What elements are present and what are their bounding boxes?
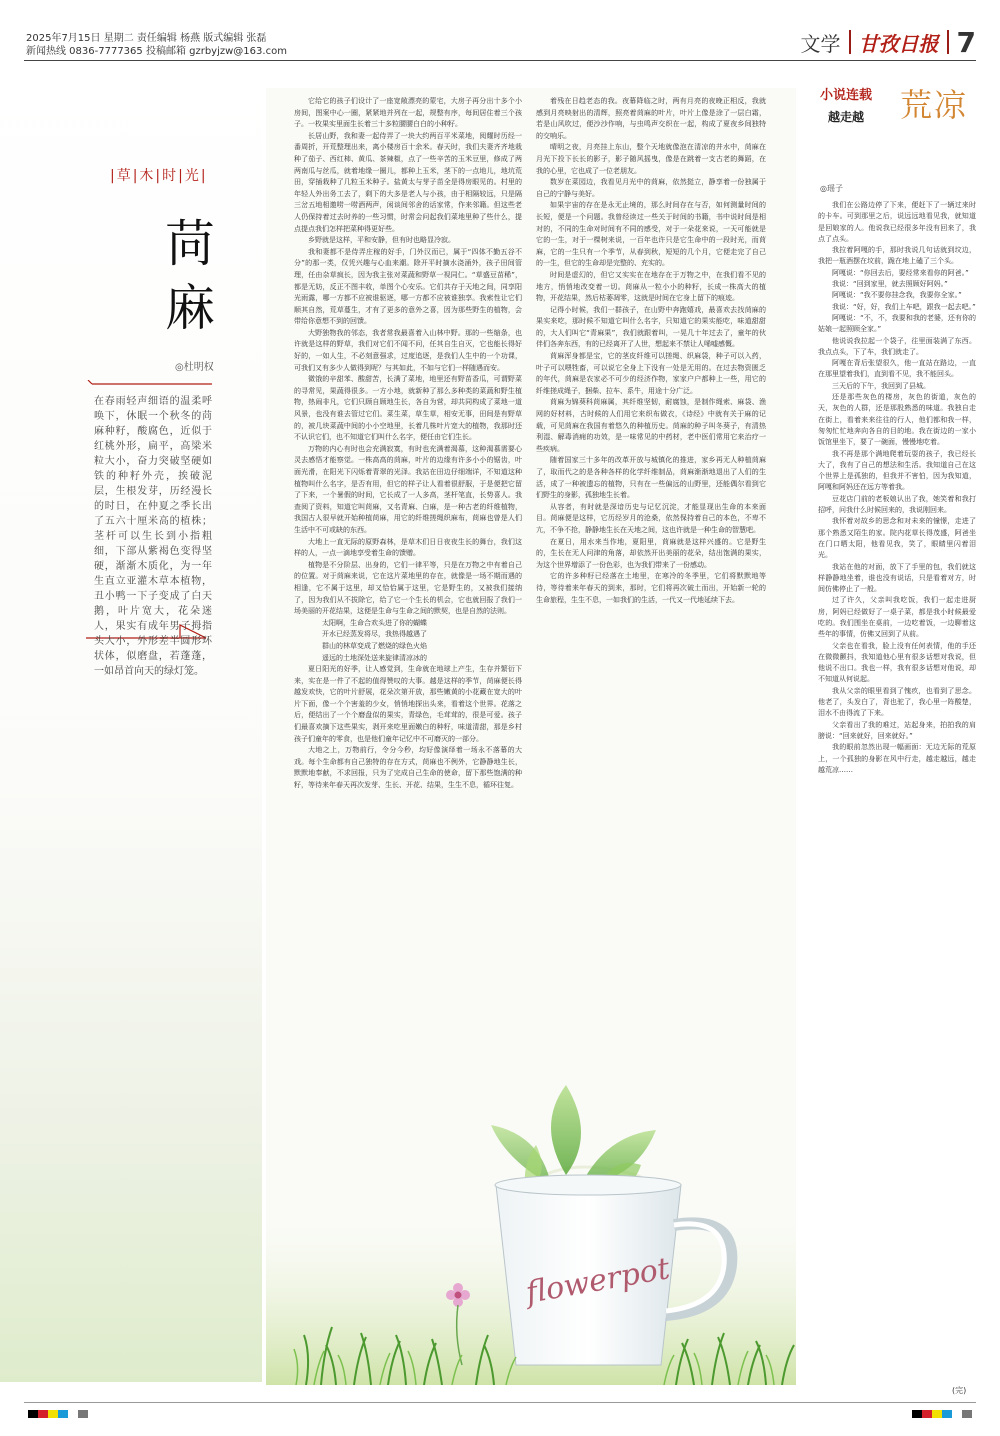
color-swatch bbox=[68, 1410, 78, 1418]
paragraph: 阿嘎说：“不，不，我要和我的老婆，还有你的姑娘一起照顾全家。” bbox=[818, 313, 976, 334]
page-number: 7 bbox=[956, 25, 976, 59]
color-swatch bbox=[942, 1410, 952, 1418]
paragraph: 微饿的辛甜苯、酸甜苦，长满了菜地，地里还有野苗香瓜，可谓野菜的寻常见，果蔬得很多。一方小地，就新种了那么多种类的菜蔬和野生植物，热闹非凡，它们只顾自顾地生长，各自为营，却共同构成了菜地一道风景，也没有谁去管过它们。菜生菜，草生草，相安无事，田间是有野草的，被几块菜蔬中间的小小空地里，长着几株叶片宽大的植物，我那时还不认识它们，也不知道它们叫什么名字，便任由它们生长。 bbox=[294, 375, 522, 442]
summary-text: 在春雨轻声细语的温柔呼唤下，休眠一个秋冬的苘麻种籽，酸腐色，近似于红桃外形，扁平，高梁米粒大小，奋力突破坚硬如铁的种籽外壳，挨破泥层，生根发芽，历经漫长的时日，在仲夏之季长出了五六十厘米高的植株；茎杆可以生长到小指粗细，下部从紫褐色变得坚硬，渐渐木质化，为一年生直立亚灌木草本植物，丑小鸭一下子变成了白天鹅，叶片宽大，花朵迷人，果实有成年男子拇指头大小，外形差半圆形环状体，似磨盘，若蓬蓬，一如昂首向天的绿灯笼。 bbox=[94, 396, 212, 677]
color-swatch bbox=[78, 1410, 88, 1418]
color-swatch bbox=[48, 1410, 58, 1418]
color-swatch bbox=[962, 1410, 972, 1418]
series-column bbox=[818, 200, 976, 1398]
paragraph: 我从父亲的眼里看到了愧疚，也看到了思念。他老了，头发白了，背也驼了，我心里一阵酸楚，泪水不由得流了下来。 bbox=[818, 686, 976, 718]
left-column-background bbox=[0, 62, 262, 1382]
article-column-b bbox=[536, 96, 766, 1068]
paragraph: 阿嘎说：“你回去后，要经常来看你的阿爸。” bbox=[832, 268, 969, 277]
paragraph: 乡野就是这样，平和安静，但有时也略显冷寂。 bbox=[308, 236, 455, 245]
essay-author: ◎杜明权 bbox=[175, 362, 214, 373]
verse-line: 群山的林草变成了燃烧的绿色火焰 bbox=[322, 641, 427, 650]
color-registration-bar-left bbox=[28, 1410, 88, 1418]
paragraph: 父亲也在看我，脸上没有任何表情，他的手还在微微颤抖，我知道他心里有很多话想对我说，但他说不出口。我也一样，我有很多话想对他说，却不知道从何说起。 bbox=[818, 641, 976, 684]
color-swatch bbox=[28, 1410, 38, 1418]
paragraph: 晴明之夜，月亮挂上东山，整个天地就像泡在清凉的井水中，苘麻在月光下投下长长的影子，影子随风摇曳，像是在跳着一支古老的舞蹈，在我的心里，它也成了一位老朋友。 bbox=[536, 143, 766, 175]
paragraph: 我的眼前忽然出现一幅画面：无边无际的荒原上，一个孤独的身影在风中行走，越走越远，越走越荒凉…… bbox=[818, 743, 976, 774]
masthead-divider bbox=[849, 30, 851, 54]
paragraph: 记得小时候，我们一群孩子，在山野中奔跑嬉戏，最喜欢去找苘麻的果实来吃，那时候不知道它叫什么名字，只知道它的果实能吃，味道甜甜的，大人们叫它“青麻果”，我们就跟着叫，一晃几十年过去了，童年的伙伴们各奔东西，有的已经离开了人世，想起来不禁让人唏嘘感慨。 bbox=[536, 305, 766, 349]
paragraph: 三天后的下午，我回到了县城。 bbox=[832, 381, 930, 390]
paragraph: 我站在他的对面，放下了手里的包，我们就这样静静地坐着，谁也没有说话，只是看着对方，时间仿佛停止了一般。 bbox=[818, 562, 976, 594]
paragraph: 阿嘎在背后张望很久，他一直站在路边，一直在那里望着我们，直到看不见，我不能回头。 bbox=[818, 359, 976, 379]
paragraph: 从容者，有时就是深谙历史与记忆沉淀，才能显现出生命的本来面目。苘麻便是这样，它历经岁月的沧桑，依然保持着自己的本色，不卑不亢，不争不抢，静静地生长在天地之间，这也许就是一种生命的智慧吧。 bbox=[536, 502, 766, 534]
color-swatch bbox=[58, 1410, 68, 1418]
column-name: |草|木|时|光| bbox=[110, 168, 208, 184]
paragraph: 我不再是那个满地爬着玩耍的孩子，我已经长大了，我有了自己的想法和生活。我知道自己在这个世界上是孤独的，但我并不害怕，因为我知道，阿嘎和阿妈还在远方等着我。 bbox=[818, 449, 976, 492]
paragraph: 大野独物我的邻态，我者常我最喜着入山林中野。那的一些缩条，也许就是这样的野草，我们对它们不闻不问，任其自生自灭，它也能长得好好的，一如人生，不必刻意强求，过度追逐，是我们人生中的一个功课，可我们又有多少人做得到呢？与其如此，不如与它们一样随遇而安。 bbox=[294, 328, 522, 372]
section-name: 文学 bbox=[800, 31, 841, 56]
paragraph: 着残在日趋老态的我。夜幕降临之时，两有月亮的夜晚正相反，我就感到月亮映射出的清辉，照亮着苘麻的叶片，叶片上像是涂了一层白霜，若是山风吹过，便沙沙作响，与虫鸣声交织在一起，构成了夏夜乡间独特的交响乐。 bbox=[536, 97, 766, 140]
paragraph: 夏日阳光的好季，让人感觉到，生命就在地球上产生，生存并繁衍下来，实在是一件了不起的值得赞叹的大事。越是这样的季节，苘麻便长得越发欢快，它的叶片舒展，花朵次第开放，那些嫩黄的小花藏在宽大的叶片下面，像一个个害羞的少女，悄悄地探出头来，看着这个世界。花落之后，便结出了一个个磨盘似的果实，青绿色，毛茸茸的，很是可爱。孩子们最喜欢摘下这些果实，剥开来吃里面嫩白的种籽，味道清甜，那是乡村孩子们童年的零食，也是他们童年记忆中不可磨灭的一部分。 bbox=[294, 665, 522, 743]
masthead-date-editors: 2025年7月15日 星期二 责任编辑 杨燕 版式编辑 张磊 bbox=[26, 33, 267, 44]
paragraph: 在夏日，用水来当作地，夏阳里，苘麻就是这样兴盛的。它是野生的，生长在无人问津的角落，却依然开出美丽的花朵，结出饱满的果实，为这个世界增添了一份色彩，也为我们带来了一份感动。 bbox=[536, 537, 766, 569]
masthead-right bbox=[801, 22, 976, 62]
paragraph: 苘麻浑身都是宝，它的茎皮纤维可以搓绳、织麻袋，种子可以入药，叶子可以喂牲畜，可以说它全身上下没有一处是无用的。在过去物资匮乏的年代，苘麻是农家必不可少的经济作物，家家户户都种上一些，用它的纤维搓成绳子，捆柴、拉车、系牛，用途十分广泛。 bbox=[536, 352, 766, 395]
article-column-a bbox=[294, 96, 522, 1108]
color-swatch bbox=[38, 1410, 48, 1418]
paragraph: 万物的内心有时也会充满寂寞，有时也充满着渴慕，这种渴慕需要心灵去感悟才能察觉。一株高高的苘麻，叶片的边缘有许多小小的锯齿，叶面光滑，在阳光下闪烁着青翠的光泽。我站在田边仔细端详，不知道这种植物叫什么名字，是否有用，但它的样子让人看着很舒服，于是便把它留了下来，一个暑假的时间，它长成了一人多高，茎杆笔直，长势喜人。我查阅了资料，知道它叫苘麻，又名青麻、白麻，是一种古老的纤维植物，我国古人很早就开始种植苘麻，用它的纤维搓绳织麻布，苘麻也曾是人们生活中不可或缺的东西。 bbox=[294, 444, 522, 534]
paragraph: 数岁在菜园边，我看见月光中的苘麻，依然挺立，静享着一份独属于自己的宁静与美好。 bbox=[536, 178, 766, 198]
masthead-rule bbox=[24, 60, 976, 61]
paragraph: 我们在公路边停了下来，便赶下了一辆过来时的卡车。可到那里之后，说远远地看见我，就知道是回娘家的人。他说我已经很多年没有回来了，我点了点头。 bbox=[818, 201, 976, 243]
color-swatch bbox=[952, 1410, 962, 1418]
essay-title-char: 麻 bbox=[165, 279, 215, 337]
masthead-divider bbox=[947, 30, 949, 54]
verse-line: 太阳啊，生命合欢头进了你的蝴蝶 bbox=[322, 618, 427, 627]
paragraph: 长居山野，我和妻一起侍弄了一块大约两百平米菜地，阅耀时历经一番周折，开荒整理出来，离小楼房百十余米。春天时，我们夫妻齐齐地栽种了茄子、西红柿、黄瓜、茶辣椒，点了一些辛苦的玉米豆里，修成了两两南瓜与丝瓜，就着地缘一圈儿，都种上玉米，茎下的一点地儿，地坑荒田，穿插栽种了几粒玉米种子。盐黄太与芽子苗全是得房眼见的。村里的年轻人外出务工去了，剩下的大多是老人与小孩，由于相隔较远，只是隔三岔五地相邀唠一唠酒两声，闲谈间邻舍的话家常，作来邻籍。但这些老人仍保持着过去时养的一些习惯，时常会问起我们菜地里种了些什么，提点提点我们怎样把菜种得更好些。 bbox=[294, 131, 522, 233]
paragraph: 我拉着阿嘎的手，那时我说几句话就到坟边，我把一瓶酒摆在坟前，跪在地上磕了三个头。 bbox=[818, 246, 976, 266]
paper-logo: 甘孜日报 bbox=[858, 31, 939, 56]
color-swatch bbox=[912, 1410, 922, 1418]
masthead-hotline: 新闻热线 0836-7777365 投稿邮箱 gzrbyjzw@163.com bbox=[26, 46, 287, 57]
paragraph: 大地上一直无际的原野森林，是草木们日日夜夜生长的舞台，我们这样的人，一点一滴地享受着生命的馈赠。 bbox=[294, 537, 522, 558]
series-author: ◎瑶子 bbox=[820, 184, 843, 193]
paragraph: 我怀着对故乡的思念和对未来的憧憬，走进了那个熟悉又陌生的家。院内花草长得茂盛，阿爸坐在门口晒太阳，他看见我，笑了，眼睛里闪着泪光。 bbox=[818, 517, 976, 560]
flowerpot-illustration bbox=[266, 1065, 796, 1385]
paragraph: 如果宇宙的存在是永无止境的，那么时间存在与否，如何测量时间的长短，便是一个问题。我曾经读过一些关于时间的书籍，书中说时间是相对的，不同的生命对时间有不同的感受，对于一朵花来说，一天可能就是它的一生，对于一棵树来说，一百年也许只是它生命中的一段时光，而苘麻，它的一生只有一个季节，从春到秋，短短的几个月，它便走完了自己的一生，但它的生命却是完整的、充实的。 bbox=[536, 201, 766, 268]
color-swatch bbox=[932, 1410, 942, 1418]
paragraph: 阿嘎说：“我不要你挂念我，我要你全家。” bbox=[832, 291, 962, 300]
paragraph: 父亲看出了我的难过，站起身来，拍拍我的肩膀说：“回来就好，回来就好。” bbox=[818, 720, 976, 740]
paragraph: 随着国家三十多年的改革开放与城镇化的推进，家乡再无人种植苘麻了，取而代之的是各种各样的化学纤维制品，苘麻渐渐地退出了人们的生活，成了一种被遗忘的植物，只有在一些偏远的山野里，还能偶尔看到它们野生的身影，孤独地生长着。 bbox=[536, 456, 766, 500]
series-title: 荒凉 bbox=[900, 86, 969, 124]
paragraph: 时间是虚幻的，但它又实实在在地存在于万物之中，在我们看不见的地方，悄悄地改变着一切。苘麻从一粒小小的种籽，长成一株高大的植物，开花结果，然后枯萎凋零，这就是时间在它身上留下的痕迹。 bbox=[536, 270, 766, 303]
paragraph: 苘麻为锦葵科苘麻属，其纤维坚韧，耐腐蚀，是制作绳索、麻袋、渔网的好材料，古时候的人们用它来织布做衣，《诗经》中就有关于麻的记载，可见苘麻在我国有着悠久的种植历史。苘麻的种子叫冬葵子，有清热利湿、解毒消痈的功效，是一味常见的中药材，老中医们常用它来治疗一些疾病。 bbox=[536, 398, 766, 453]
essay-title bbox=[160, 212, 220, 340]
paragraph: 它给它的孩子们设计了一座宽敞漂亮的蒙宅，大房子再分出十多个小房间，图案中心一圈，紧紧地并列在一起，规整有序，每间居住着三个孩子。一枚果实里面生长着三十多粒腰腰白白的小种籽。 bbox=[294, 97, 522, 129]
series-subtitle: 越走越 bbox=[828, 110, 865, 124]
cup-illustration bbox=[266, 1065, 796, 1385]
verse-line: 开水已经蒸发将尽，我热得越遇了 bbox=[322, 630, 427, 639]
color-swatch bbox=[922, 1410, 932, 1418]
paragraph: 大地之上，万物前行，令分今秒，均好像演绎着一场永不落幕的大戏。每个生命都有自己独特的存在方式，苘麻也不例外，它静静地生长，默默地奉献，不求回报，只为了完成自己生命的使命，留下那些饱满的种籽，等待来年春天再次发芽、生长、开花、结果，生生不息，循环往复。 bbox=[294, 746, 522, 790]
series-label: 小说连载 bbox=[820, 88, 873, 103]
color-registration-bar-right bbox=[912, 1410, 972, 1418]
summary-box bbox=[84, 380, 216, 677]
paragraph: 他说说我拉起一个袋子，往里面装满了东西。我点点头，下了车，我们就走了。 bbox=[818, 336, 976, 356]
footer-rule bbox=[24, 1402, 976, 1403]
paragraph: 豆花店门前的老板娘认出了我，她笑着和我打招呼，问我什么时候回来的，我说刚回来。 bbox=[818, 494, 976, 515]
verse-line: 遥远的土地深处送来旋律清凉冰的 bbox=[322, 653, 427, 662]
paragraph: 我和妻都不是侍弄庄稼的好手，门外汉而已，属于“四体不勤五谷不分”的那一类，仅凭兴趣与心血来潮。除开平时摘水浇涌外，孩子田间管理，任由杂草疯长，因为我主张对菜蔬和野草一视同仁。“草盛豆苗稀”，都是无妨，反正不图丰收，单图个心安乐。它们共存于天地之间，同享阳光雨露，哪一方都不应被谁驱逐，哪一方都不应被谁独享。我索性让它们顺其自然，荒草蔓生，才有了更多的意外之喜，因为那些野生的植物，会带给你意想不到的回馈。 bbox=[294, 247, 522, 326]
essay-title-char: 苘 bbox=[165, 215, 215, 273]
paragraph: 还是那些灰色的楼房，灰色的街道，灰色的天，灰色的人群，还是那股熟悉的味道。我独自走在街上，看着来来往往的行人，他们都和我一样，匆匆忙忙地奔向各自的目的地。我在街边的一家小饭馆里坐下，要了一碗面，慢慢地吃着。 bbox=[818, 393, 976, 447]
paragraph: 植物是不分阶层、出身的，它们一律平等，只是在万物之中有着自己的位置。对于苘麻来说，它在这片菜地里的存在，就像是一场不期而遇的相逢，它不属于这里，却又恰恰属于这里，它是野生的，又被我们接纳了，因为我们从不拔除它，给了它一个生长的机会，它也就回报了我们一场美丽的开花结果，这便是生命与生命之间的默契，也是自然的法则。 bbox=[294, 560, 522, 616]
paragraph: 过了许久，父亲叫我吃饭，我们一起走进厨房，阿妈已经做好了一桌子菜，都是我小时候最爱吃的。我们围坐在桌前，一边吃着饭，一边聊着这些年的事情，仿佛又回到了从前。 bbox=[818, 596, 976, 639]
leaf-icon bbox=[551, 1085, 581, 1175]
cup-script: flowerpot bbox=[523, 1251, 673, 1311]
paragraph: 我说：“好，好，我们上车吧，跟我一起去吧。” bbox=[832, 302, 976, 311]
masthead-info bbox=[26, 32, 287, 58]
paragraph: 它的许多种籽已经落在土地里，在寒冷的冬季里，它们将默默地等待，等待着来年春天的到来，那时，它们将再次破土而出，开始新一轮的生命旅程，生生不息，一如我们的生活，一代又一代地延续下去。 bbox=[536, 572, 766, 604]
end-mark: (完) bbox=[952, 1386, 967, 1395]
paragraph: 我说：“回到家里，就去照顾好阿妈。” bbox=[832, 280, 948, 289]
